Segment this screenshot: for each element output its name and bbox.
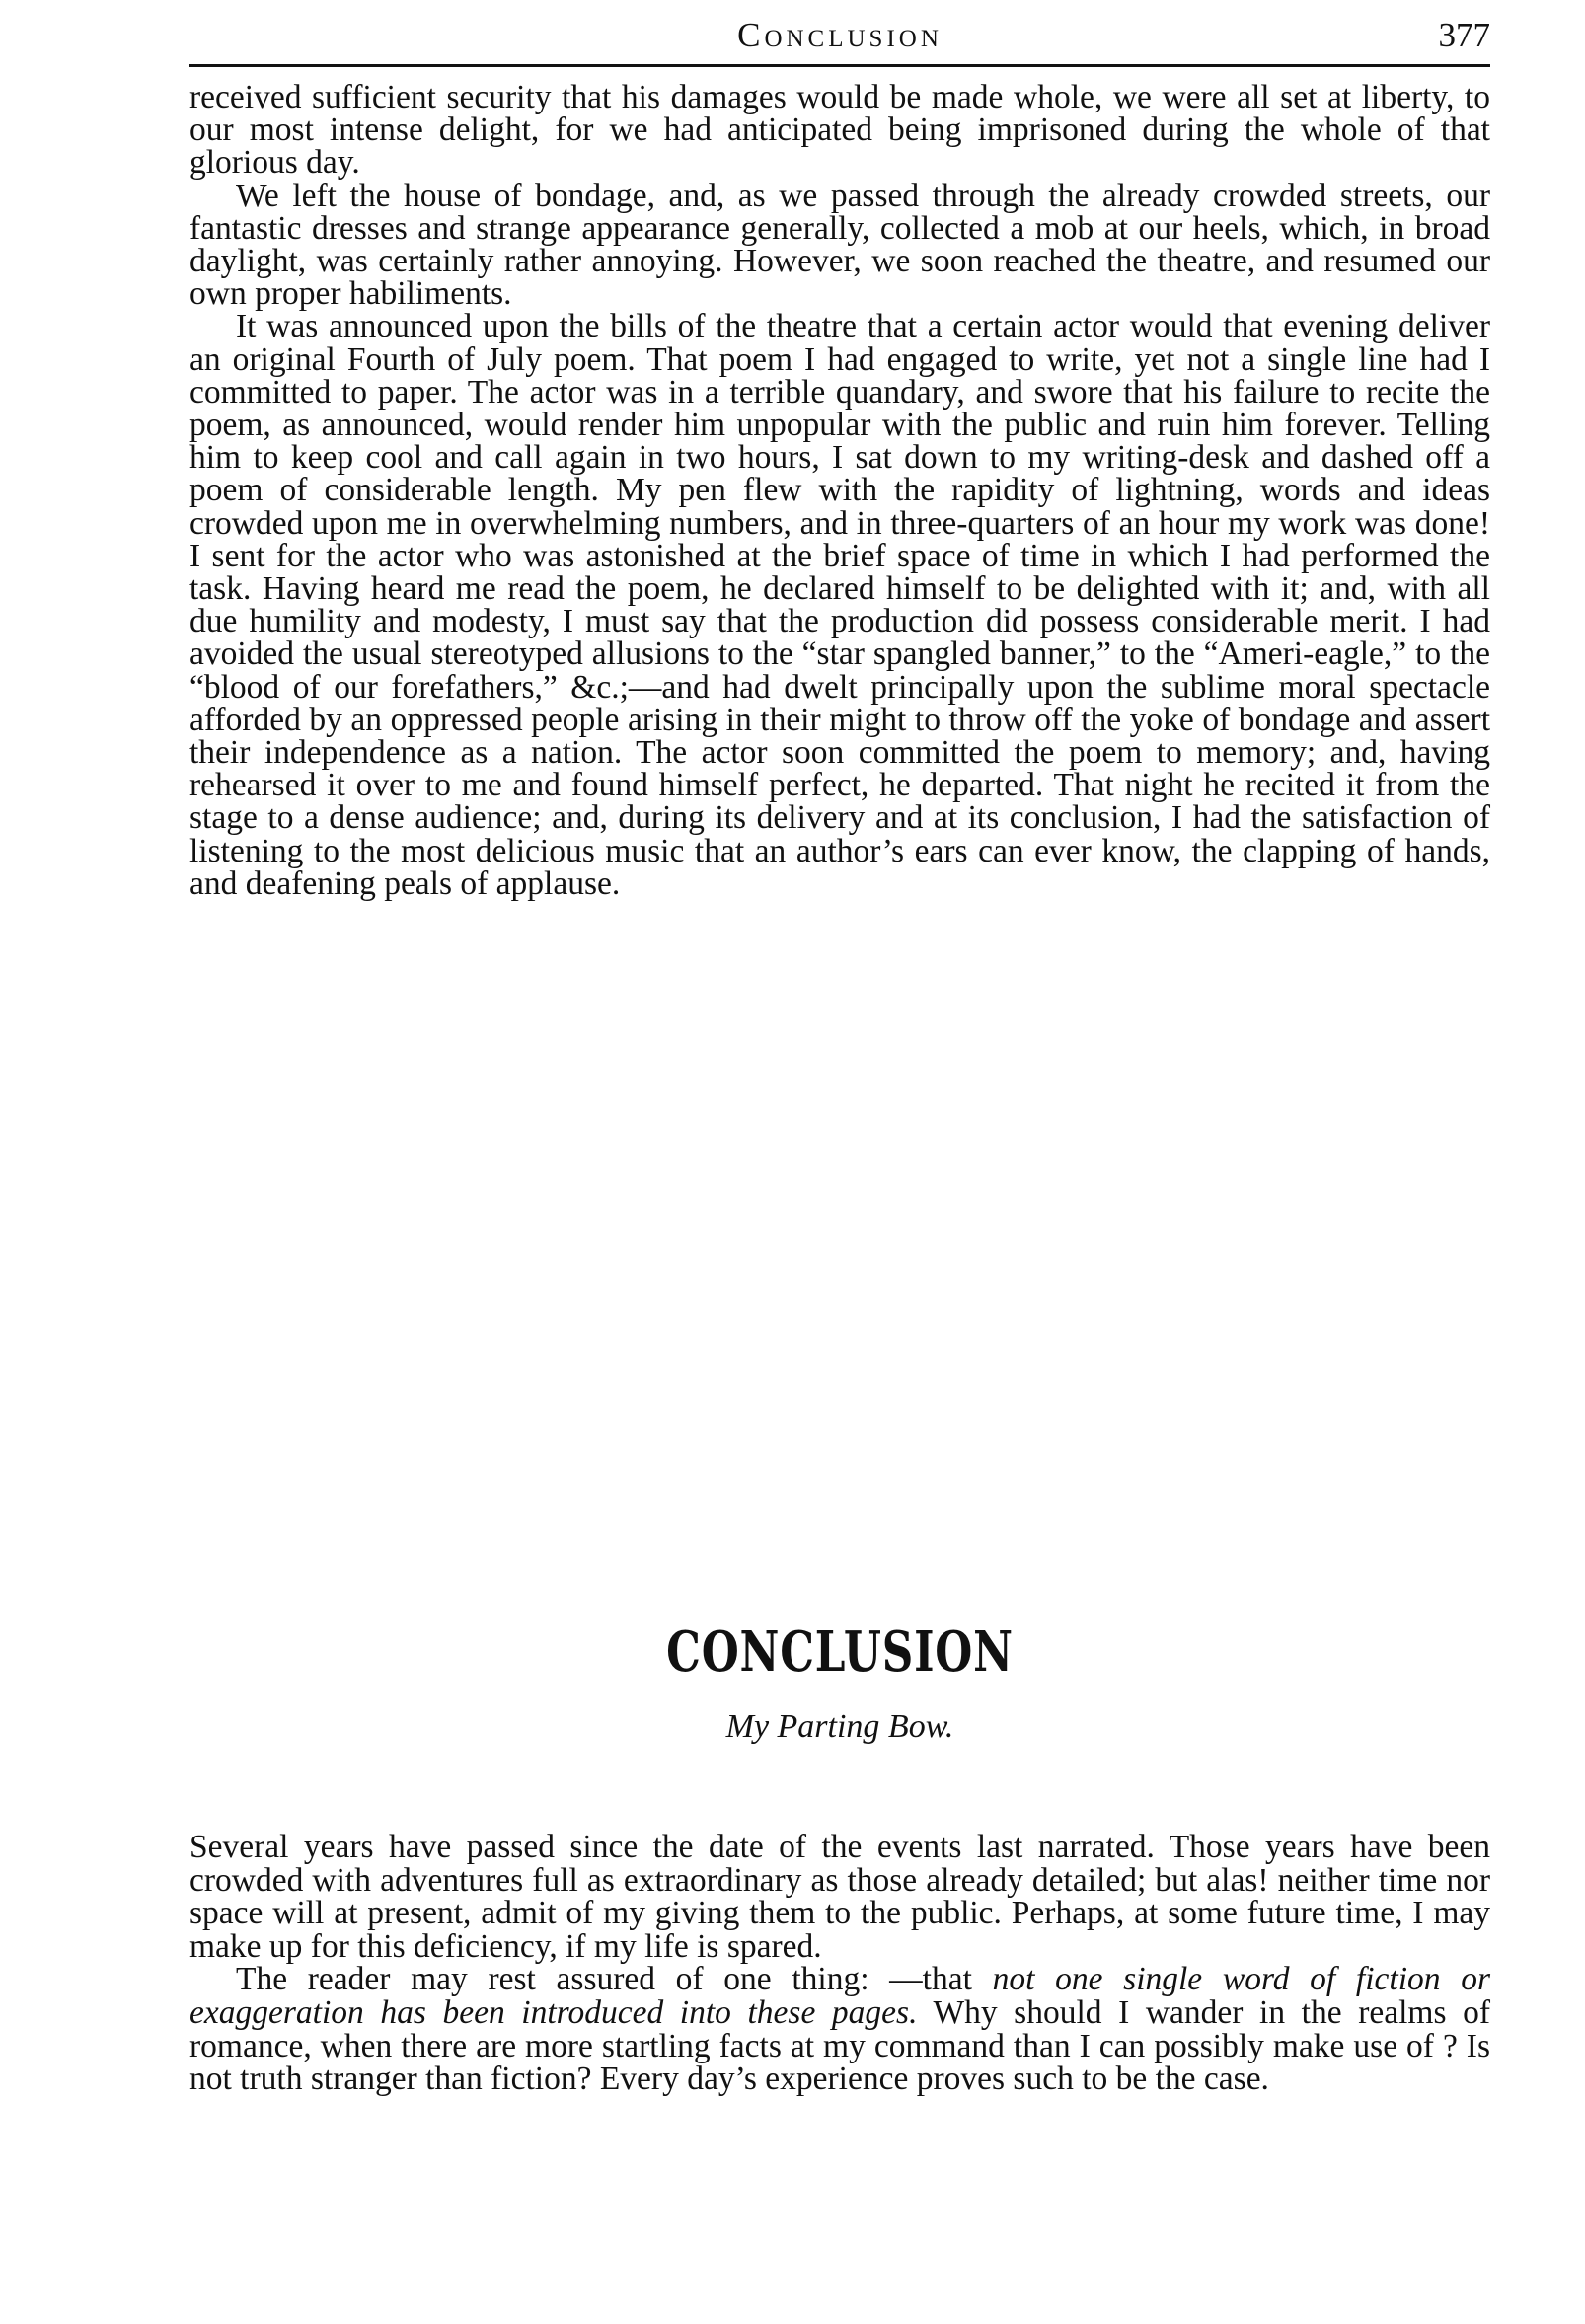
emphasized-text: not one single word of fiction or exaggeration has been introduced into these pages.	[189, 1961, 1490, 2031]
paragraph-text: Why should I wander in the realms of romance, when there are more startling facts at my command than I can possibly make use of ? Is not truth stranger than fiction? Every day’s experience proves such to be the case.	[189, 1993, 1490, 2098]
running-header	[189, 10, 1490, 61]
header-rule	[189, 64, 1490, 67]
page-number: 377	[1438, 16, 1490, 54]
section-title: CONCLUSION	[666, 1619, 1014, 1685]
previous-section-body	[189, 81, 1490, 900]
paragraph: Several years have passed since the date of the events last narrated. Those years have been crowded with adventures full as extraordinary as those already detailed; but alas! neither time nor space will at present, admit of my giving them to the public. Perhaps, at some future time, I may make up for this deficiency, if my life is spared.	[189, 1829, 1490, 1965]
conclusion-body	[189, 1831, 1490, 2096]
running-title: Conclusion	[737, 16, 943, 54]
paragraph: received sufficient security that his damages would be made whole, we were all set at liberty, to our most intense delight, for we had anticipated being imprisoned during the whole of that glorious day.	[189, 79, 1490, 182]
section-subtitle: My Parting Bow.	[725, 1708, 954, 1745]
paragraph-text: The reader may rest assured of one thing: —that	[236, 1961, 993, 1998]
paragraph	[189, 1961, 1490, 2098]
paragraph: It was announced upon the bills of the theatre that a certain actor would that evening deliver an original Fourth of July poem. That poem I had engaged to write, yet not a single line had I committed to paper. The actor was in a terrible quandary, and swore that his failure to recite the poem, as announced, would render him unpopular with the public and ruin him forever. Telling him to keep cool and call again in two hours, I sat down to my writing-desk and dashed off a poem of considerable length. My pen flew with the rapidity of lightning, words and ideas crowded upon me in overwhelming numbers, and in three-quarters of an hour my work was done! I sent for the actor who was astonished at the brief space of time in which I had performed the task. Having heard me read the poem, he declared himself to be delighted with it; and, with all due humility and modesty, I must say that the production did possess considerable merit. I had avoided the usual stereotyped allusions to the “star spangled banner,” to the “Ameri-eagle,” to the “blood of our forefathers,” &c.;—and had dwelt principally upon the sublime moral spectacle afforded by an oppressed people arising in their might to throw off the yoke of bondage and assert their independence as a nation. The actor soon committed the poem to memory; and, having rehearsed it over to me and found himself perfect, he departed. That night he recited it from the stage to a dense audience; and, during its delivery and at its conclusion, I had the satisfaction of listening to the most delicious music that an author’s ears can ever know, the clapping of hands, and deafening peals of applause.	[189, 308, 1490, 902]
paragraph: We left the house of bondage, and, as we passed through the already crowded streets, our fantastic dresses and strange appearance generally, collected a mob at our heels, which, in broad daylight, was certainly rather annoying. However, we soon reached the theatre, and resumed our own proper habiliments.	[189, 177, 1490, 313]
